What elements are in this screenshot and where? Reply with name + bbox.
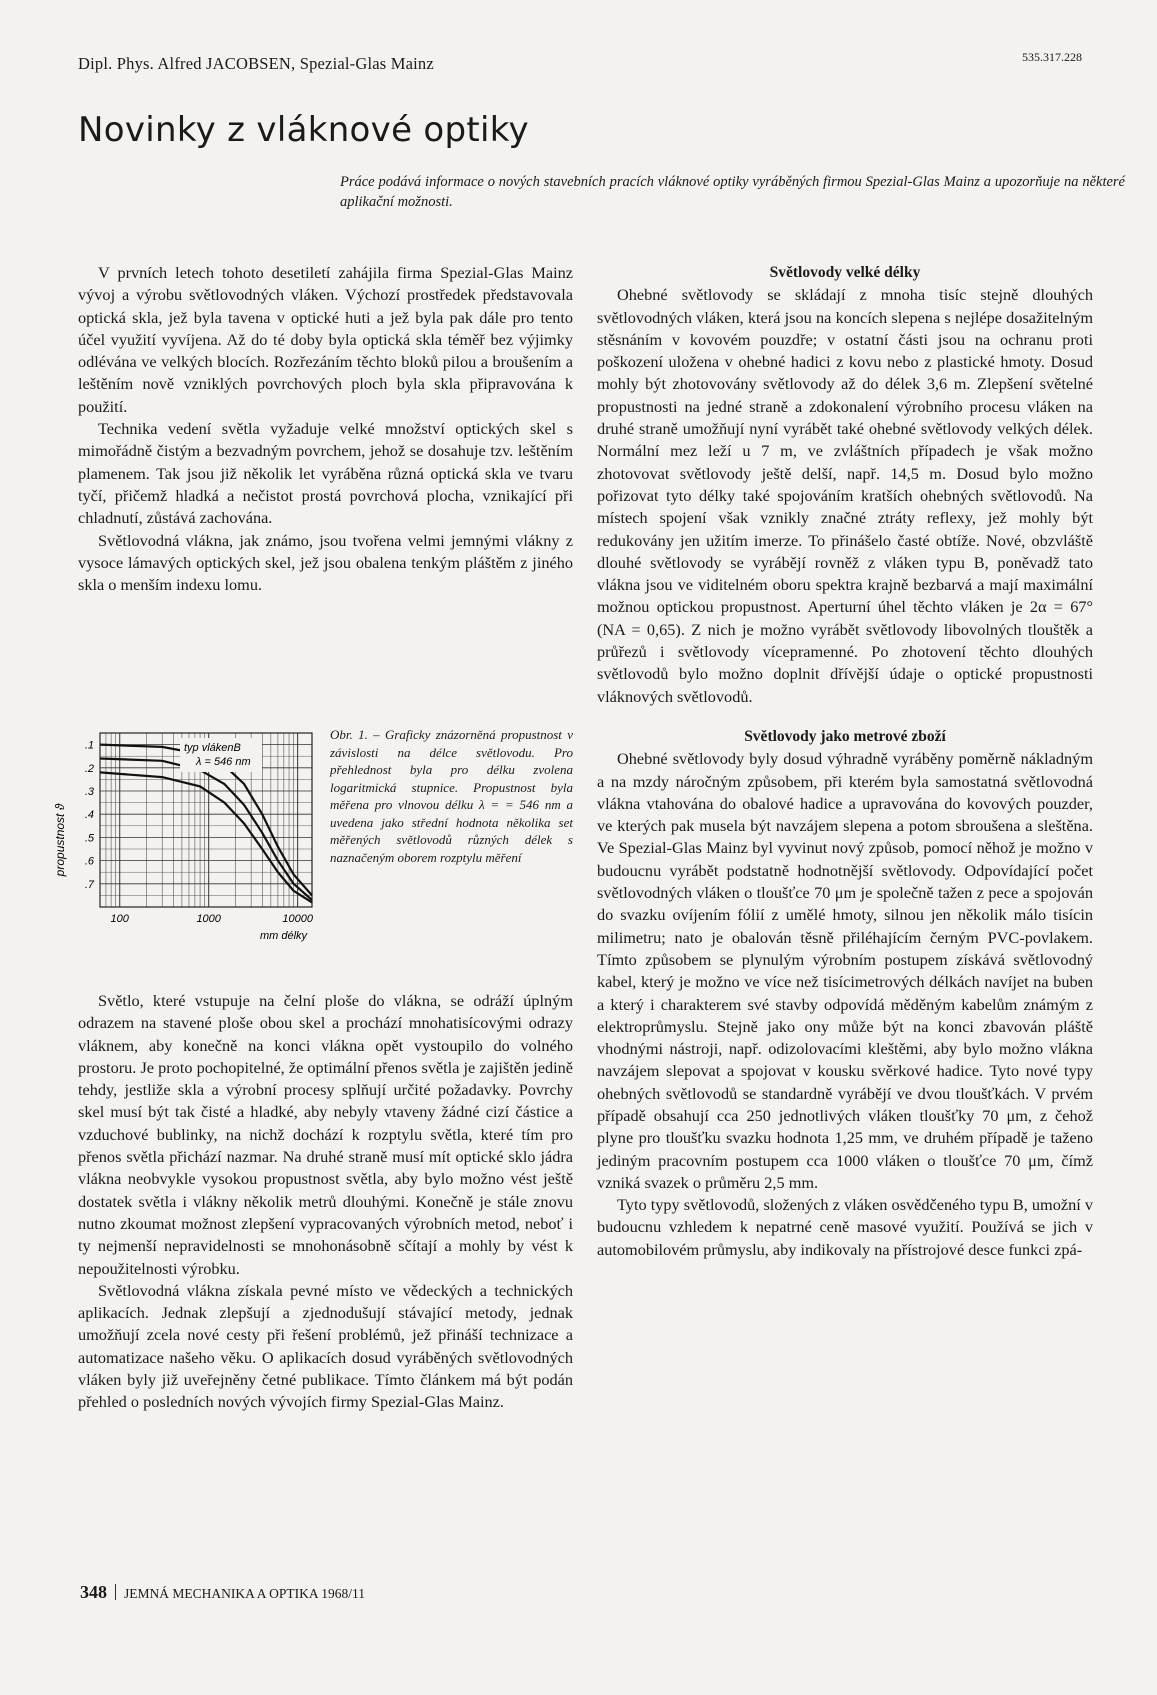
figure-1 (50, 715, 340, 950)
legend-line-2: λ = 546 nm (196, 756, 251, 768)
y-tick-label: .3 (84, 786, 94, 798)
y-tick-label: .6 (84, 855, 94, 868)
udc-code: 535.317.228 (1022, 50, 1082, 64)
y-tick-label: .2 (84, 762, 94, 775)
x-tick-label: 10000 (282, 913, 313, 925)
x-tick-label: 1000 (196, 913, 221, 925)
paragraph: Tyto typy světlovodů, složených z vláken osvědčeného typu B, umožní v budoucnu vzhledem k nepatrné ceně masové využití. Používá se jich v automobilovém průmyslu, aby indikovaly na přístrojové desce funkci zpá- (597, 1195, 1093, 1259)
left-column-top (78, 262, 573, 596)
figure-caption: Obr. 1. – Graficky znázorněná propustnost v závislosti na délce světlovodu. Pro přehlednost byla pro délku zvolena logaritmická stupnice. Propustnost byla měřena pro vlnovou délku λ = = 546 nm a uvedena jako střední hodnota několika set měřených světlovodů různých délek s naznačeným oborem rozptylu měření (330, 727, 573, 865)
transmission-chart (50, 715, 340, 950)
paragraph: Ohebné světlovody byly dosud výhradně vyráběny poměrně nákladným a na mzdy náročným způsobem, při kterém byla samostatná světlovodná vlákna vtahována do obalové hadice a upravována do kovových pouzder, ve kterých pak musela být navzájem slepena a potom sbroušena a sleštěna. Ve Spezial-Glas Mainz byl vyvinut nový způsob, pomocí něhož je možno v budoucnu vyrábět podstatně hodnotnější světlovody. Odpovídající počet světlovodných vláken o tloušťce 70 μm je společně tažen z pece a spojován do svazku ovíjením fólií z umělé hmoty, silnou jen několik málo tisícin milimetru; nato je obalován těsně přiléhajícím černým PVC-povlakem. Tímto způsobem se plynulým výrobním postupem získává světlovodný kabel, který je možno ve více než tisícimetrových délkách navíjet na buben a který i charakterem své stavby odpovídá měděným kabelům známým z elektroprůmyslu. Stejně jako ony může být na konci zbavován pláště vhodnými nástroji, např. odizolovacími kleštěmi, aby bylo možno vlákna navzájem slepovat a spojovat v kousku svěrkové hadice. Tyto nové typy ohebných světlovodů se standardně vyrábějí ve dvou tloušťkách. V prvém případě obsahují cca 250 jednotlivých vláken tloušťky 70 μm, z čehož plyne pro tloušťku svazku hodnota 1,25 mm, ve druhém případě je taženo jediným pracovním postupem cca 1000 vláken o tloušťce 70 μm, čímž vzniká svazek o průměru 2,5 mm. (597, 749, 1093, 1192)
page-number: 348 (80, 1582, 107, 1602)
abstract: Práce podává informace o nových stavebních pracích vláknové optiky vyráběných firmou Spezial-Glas Mainz a upozorňuje na některé aplikační možnosti. (340, 174, 1125, 210)
legend-line-1: typ vlákenB (184, 742, 241, 754)
paragraph: V prvních letech tohoto desetiletí zahájila firma Spezial-Glas Mainz vývoj a výrobu světlovodných vláken. Výchozí prostředek představovala optická skla, jež byla tavena v optické huti a jež byla pak dále pro tento účel využití vyvíjena. Až do té doby byla optická skla téměř bez výjimky odlévána ve velkých blocích. Rozřezáním těchto bloků pilou a broušením a leštěním nově vzniklých povrchových ploch byla skla připravována k použití. (78, 263, 573, 416)
y-tick-label: .5 (84, 832, 94, 845)
paragraph: Světlovodná vlákna získala pevné místo ve vědeckých a technických aplikacích. Jednak zlepšují a zjednodušují stávající metody, jednak umožňují zcela nové cesty při řešení problémů, jež přináší technizace a automatizace našeho věku. O aplikacích dosud vyráběných světlovodných vláken byly již uveřejněny četné publikace. Tímto článkem má být podán přehled o posledních nových vývojích firmy Spezial-Glas Mainz. (78, 1280, 573, 1412)
left-column-bottom (78, 990, 573, 1414)
paragraph: Technika vedení světla vyžaduje velké množství optických skel s mimořádně čistým a bezvadným povrchem, jehož se dosahuje tzv. leštěním plamenem. Tak jsou již několik let vyráběna různá optická skla ve tvaru tyčí, přičemž hladká a nečistot prostá povrchová plocha, vznikající při chladnutí, zůstává zachována. (78, 419, 573, 528)
journal-name: JEMNÁ MECHANIKA A OPTIKA 1968/11 (124, 1586, 366, 1601)
y-tick-label: .4 (84, 809, 94, 822)
section-heading: Světlovody jako metrové zboží (744, 727, 946, 745)
y-tick-label: .1 (84, 739, 94, 752)
article-title: Novinky z vláknové optiky (78, 110, 529, 150)
x-tick-label: 100 (110, 913, 129, 925)
footer-divider (115, 1584, 116, 1600)
series-2-line (100, 759, 312, 901)
paragraph: Světlo, které vstupuje na čelní ploše do vlákna, se odráží úplným odrazem na stavené ploše obou skel a prochází mnohatisícovými odrazy vláknem, aby konečně na konci vlákna opět vystoupilo do volného prostoru. Je proto pochopitelné, že optimální přenos světla je zajištěn jedině tehdy, jestliže skla a výrobní procesy splňují určité požadavky. Povrchy skel musí být tak čisté a hladké, aby nebyly vtaveny žádné cizí částice a vzduchové bublinky, na nichž dochází k rozptylu světla, které tím pro přenos světla přichází nazmar. Na druhé straně musí mít optické sklo jádra vlákna neobvykle vysokou propustnost světla, aby bylo možno vést ještě dostatek světla i vlákny několik metrů dlouhými. Konečně je stále znovu nutno zkoumat možnost zlepšení vypracovaných výrobních metod, neboť i ty nejmenší nepravidelnosti se mnohonásobně sčítají a mohly by vést k nepoužitelnosti výrobku. (78, 991, 573, 1278)
author-line: Dipl. Phys. Alfred JACOBSEN, Spezial-Glas Mainz (78, 54, 434, 73)
y-tick-label: .7 (84, 878, 94, 891)
x-axis-label: mm délky (260, 930, 308, 942)
page-footer (80, 1582, 365, 1603)
y-axis-label: propustnost ϑ (53, 803, 67, 877)
paragraph: Ohebné světlovody se skládají z mnoha tisíc stejně dlouhých světlovodných vláken, která jsou na koncích slepena s nejlépe dosažitelným stěsnáním v kovovém pouzdře; v ostatní části jsou na ochranu proti poškození uložena v ohebné hadici z kovu nebo z plastické hmoty. Dosud mohly být zhotovovány světlovody až do délek 3,6 m. Zlepšení světelné propustnosti na jedné straně a zdokonalení výrobního procesu vláken na druhé straně umožňují nyní vyrábět také ohebné světlovody velkých délek. Normální mez leží u 7 m, ve zvláštních případech je však možno zhotovovat světlovody ještě delší, např. 14,5 m. Dosud bylo možno pořizovat tyto délky také spojováním kratších ohebných světlovodů. Na místech spojení však vznikly značné ztráty reflexy, jež mohly být redukovány jen užitím imerze. To přinášelo časté obtíže. Nové, obzvláště dlouhé světlovody se vyrábějí rovněž z vláken typu B, poněvadž tato vlákna jsou ve viditelném oboru spektra krajně bezbarvá a mají maximální možnou optickou propustnost. Aperturní úhel těchto vláken je 2α = 67° (NA = 0,65). Z nich je možno vyrábět světlovody libovolných tlouštěk a průřezů i světlovody vícepramenné. Po zhotovení těchto dlouhých světlovodů bylo možno doplnit dřívější údaje o optické propustnosti vláknových světlovodů. (597, 285, 1093, 706)
right-column (597, 262, 1093, 1261)
section-heading: Světlovody velké délky (769, 264, 921, 281)
paragraph: Světlovodná vlákna, jak známo, jsou tvořena velmi jemnými vlákny z vysoce lámavých optických skel, jež jsou obalena tenkým pláštěm z jiného skla o menším indexu lomu. (78, 530, 573, 595)
